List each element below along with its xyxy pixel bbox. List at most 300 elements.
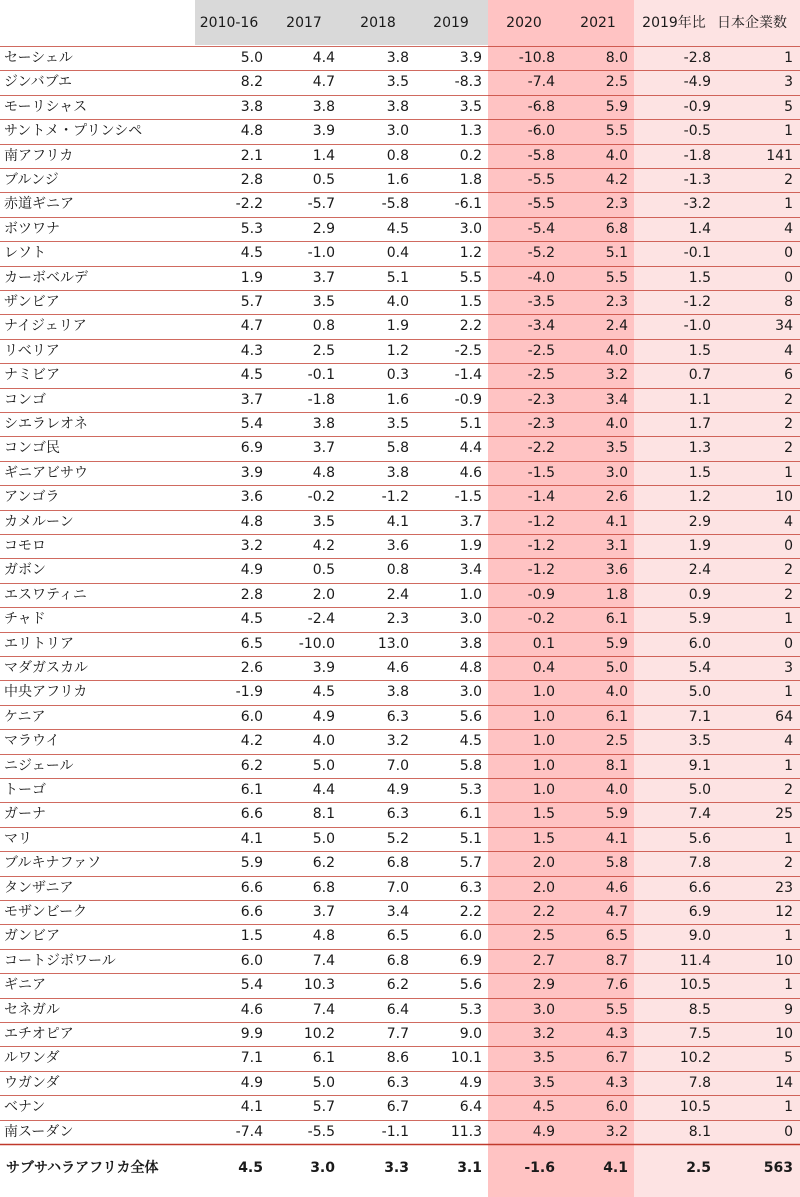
value-cell: 6.1 (312, 1050, 335, 1067)
value-cell: 10 (775, 952, 793, 969)
column-header: 2019 (433, 15, 469, 31)
value-cell: 3.0 (459, 684, 482, 701)
value-cell: 4.4 (312, 782, 335, 798)
value-cell: 3.0 (605, 464, 628, 481)
value-cell: 1.2 (688, 489, 711, 506)
value-cell: 6.3 (386, 1074, 409, 1091)
value-cell: 6.9 (688, 904, 711, 920)
country-name: コンゴ (4, 391, 46, 408)
value-cell: 6.8 (312, 879, 335, 896)
value-cell: 5.1 (459, 830, 482, 847)
value-cell: 4.6 (459, 464, 482, 481)
value-cell: 9.0 (688, 928, 711, 945)
table-row (0, 363, 800, 387)
value-cell: 6.8 (605, 220, 628, 237)
value-cell: 3.6 (386, 538, 409, 554)
country-name: コモロ (4, 538, 46, 554)
value-cell: -1.5 (527, 464, 555, 481)
country-name: モーリシャス (4, 98, 88, 115)
country-name: ベナン (4, 1099, 46, 1116)
value-cell: 10.1 (450, 1050, 482, 1067)
country-name: 赤道ギニア (4, 196, 74, 213)
value-cell: 5.0 (312, 1074, 335, 1091)
value-cell: 5.8 (386, 440, 409, 457)
value-cell: 8.0 (605, 50, 628, 66)
country-name: マラウイ (4, 733, 60, 750)
value-cell: 4.7 (240, 318, 263, 335)
value-cell: 4.5 (240, 611, 263, 628)
value-cell: 6.1 (605, 611, 628, 628)
table-row (0, 461, 800, 485)
value-cell: 2.1 (240, 147, 263, 164)
value-cell: -1.2 (683, 294, 711, 310)
value-cell: 4.9 (240, 562, 263, 579)
value-cell: 3.5 (386, 416, 409, 432)
country-name: ニジェール (4, 757, 74, 774)
country-name: ギニアビサウ (4, 464, 88, 481)
value-cell: 3.7 (459, 513, 482, 530)
value-cell: 3.5 (459, 98, 482, 115)
value-cell: -2.5 (454, 342, 482, 359)
value-cell: 7.0 (386, 879, 409, 896)
value-cell: 4.8 (312, 928, 335, 945)
value-cell: 6.7 (605, 1050, 628, 1067)
value-cell: 4.0 (605, 147, 628, 164)
value-cell: 8.5 (688, 1001, 711, 1018)
value-cell: 3.8 (459, 635, 482, 652)
value-cell: 4.7 (605, 904, 628, 920)
table-row (0, 558, 800, 582)
value-cell: 6.0 (459, 928, 482, 945)
table-row (0, 46, 800, 70)
value-cell: 4.7 (312, 74, 335, 91)
value-cell: 4.5 (459, 733, 482, 750)
value-cell: 6.1 (605, 708, 628, 725)
value-cell: 9 (784, 1001, 793, 1018)
value-cell: 1.0 (532, 708, 555, 725)
value-cell: 2.0 (532, 855, 555, 872)
value-cell: 4.5 (312, 684, 335, 701)
value-cell: 1.0 (532, 684, 555, 701)
country-name: モザンビーク (4, 904, 88, 920)
value-cell: 5.1 (386, 269, 409, 286)
value-cell: 4.8 (240, 513, 263, 530)
value-cell: -2.2 (527, 440, 555, 457)
value-cell: 4.9 (240, 1074, 263, 1091)
value-cell: 3.7 (312, 440, 335, 457)
value-cell: -1.5 (454, 489, 482, 506)
value-cell: 4.8 (240, 123, 263, 140)
value-cell: -1.8 (683, 147, 711, 164)
value-cell: 3.5 (386, 74, 409, 91)
table-row (0, 266, 800, 290)
value-cell: 25 (775, 806, 793, 823)
value-cell: -8.3 (454, 74, 482, 91)
value-cell: -3.2 (683, 196, 711, 213)
value-cell: 2.6 (240, 660, 263, 676)
table-row (0, 998, 800, 1022)
value-cell: -3.5 (527, 294, 555, 310)
value-cell: 6.9 (459, 952, 482, 969)
value-cell: 2.9 (532, 977, 555, 994)
table-row (0, 851, 800, 875)
value-cell: 5.6 (459, 708, 482, 725)
value-cell: -1.2 (527, 538, 555, 554)
value-cell: 0.3 (386, 367, 409, 384)
value-cell: 3 (784, 74, 793, 91)
value-cell: 0.8 (386, 147, 409, 164)
country-name: コートジボワール (4, 952, 116, 969)
country-name: カーボベルデ (4, 269, 88, 286)
value-cell: 5.7 (312, 1099, 335, 1116)
table-row (0, 876, 800, 900)
value-cell: 5.0 (312, 830, 335, 847)
value-cell: 6.0 (240, 952, 263, 969)
value-cell: 2 (784, 586, 793, 603)
value-cell: 1.5 (240, 928, 263, 945)
value-cell: 6.2 (386, 977, 409, 994)
value-cell: 0.5 (312, 172, 335, 188)
value-cell: -2.8 (683, 50, 711, 66)
value-cell: 3 (784, 660, 793, 676)
value-cell: 5 (784, 1050, 793, 1067)
value-cell: 1 (784, 684, 793, 701)
value-cell: 6.0 (240, 708, 263, 725)
value-cell: 5.4 (240, 416, 263, 432)
value-cell: -1.0 (683, 318, 711, 335)
table-row (0, 192, 800, 216)
value-cell: 4.9 (386, 782, 409, 798)
value-cell: 4.8 (459, 660, 482, 676)
value-cell: 1.0 (459, 586, 482, 603)
value-cell: 14 (775, 1074, 793, 1091)
value-cell: 5.0 (240, 50, 263, 66)
value-cell: 2.5 (312, 342, 335, 359)
value-cell: 1.5 (688, 464, 711, 481)
value-cell: 2.2 (459, 318, 482, 335)
value-cell: 3.5 (312, 294, 335, 310)
value-cell: -2.3 (527, 391, 555, 408)
value-cell: 8.1 (605, 757, 628, 774)
country-name: ボツワナ (4, 220, 60, 237)
table-row (0, 144, 800, 168)
value-cell: 5.4 (688, 660, 711, 676)
value-cell: 7.6 (605, 977, 628, 994)
value-cell: 4.2 (605, 172, 628, 188)
value-cell: 5.1 (459, 416, 482, 432)
value-cell: 1.9 (688, 538, 711, 554)
country-name: カメルーン (4, 513, 74, 530)
value-cell: 3.1 (605, 538, 628, 554)
total-value: 4.5 (238, 1160, 263, 1176)
value-cell: -6.0 (527, 123, 555, 140)
table-row (0, 412, 800, 436)
column-header: 2017 (286, 15, 322, 31)
table-row (0, 314, 800, 338)
value-cell: 6.4 (459, 1099, 482, 1116)
value-cell: 0.8 (312, 318, 335, 335)
table-row (0, 729, 800, 753)
value-cell: 4.5 (240, 245, 263, 262)
value-cell: 4 (784, 220, 793, 237)
value-cell: -5.5 (527, 196, 555, 213)
country-name: ジンバブエ (4, 74, 72, 91)
value-cell: 0.8 (386, 562, 409, 579)
value-cell: 5.8 (459, 757, 482, 774)
value-cell: 4.5 (532, 1099, 555, 1116)
country-name: ウガンダ (4, 1074, 60, 1091)
value-cell: 5.3 (459, 1001, 482, 1018)
value-cell: 2.8 (240, 172, 263, 188)
value-cell: -3.4 (527, 318, 555, 335)
value-cell: 6.6 (240, 879, 263, 896)
value-cell: 5.6 (459, 977, 482, 994)
table-row (0, 1071, 800, 1095)
value-cell: 3.8 (386, 684, 409, 701)
country-name: マリ (4, 830, 32, 847)
table-row (0, 1095, 800, 1119)
value-cell: 1.5 (532, 806, 555, 823)
country-name: レソト (4, 245, 46, 262)
country-name: タンザニア (4, 879, 74, 896)
value-cell: 4.6 (386, 660, 409, 676)
value-cell: -0.1 (307, 367, 335, 384)
value-cell: 4 (784, 513, 793, 530)
value-cell: -1.8 (307, 391, 335, 408)
value-cell: 2.3 (605, 294, 628, 310)
value-cell: 1 (784, 123, 793, 140)
value-cell: 3.5 (532, 1050, 555, 1067)
value-cell: 5.3 (240, 220, 263, 237)
value-cell: 3.6 (240, 489, 263, 506)
value-cell: 0.4 (386, 245, 409, 262)
table-row (0, 802, 800, 826)
table-row (0, 680, 800, 704)
table-row (0, 119, 800, 143)
total-value: 3.0 (310, 1160, 335, 1176)
value-cell: -5.8 (381, 196, 409, 213)
value-cell: 13.0 (377, 635, 409, 652)
value-cell: 2 (784, 855, 793, 872)
country-name: エリトリア (4, 635, 74, 652)
country-name: ブルンジ (4, 172, 59, 188)
value-cell: 1.9 (240, 269, 263, 286)
value-cell: 5.0 (688, 782, 711, 798)
value-cell: 1.9 (459, 538, 482, 554)
value-cell: -2.3 (527, 416, 555, 432)
value-cell: 3.5 (605, 440, 628, 457)
country-name: シエラレオネ (4, 416, 88, 432)
value-cell: -0.9 (683, 98, 711, 115)
value-cell: 8.6 (386, 1050, 409, 1067)
value-cell: -5.5 (307, 1123, 335, 1140)
table-row (0, 290, 800, 314)
value-cell: 3.2 (605, 367, 628, 384)
value-cell: 1.6 (386, 172, 409, 188)
value-cell: -1.9 (235, 684, 263, 701)
value-cell: 5.5 (605, 123, 628, 140)
table-row (0, 583, 800, 607)
value-cell: 1 (784, 50, 793, 66)
country-name: セーシェル (4, 50, 73, 66)
value-cell: 6.5 (240, 635, 263, 652)
value-cell: 1.2 (459, 245, 482, 262)
table-row (0, 656, 800, 680)
value-cell: 1 (784, 196, 793, 213)
value-cell: 3.7 (240, 391, 263, 408)
value-cell: 12 (775, 904, 793, 920)
total-label: サブサハラアフリカ全体 (6, 1160, 159, 1176)
value-cell: 8.2 (240, 74, 263, 91)
value-cell: 1.3 (688, 440, 711, 457)
value-cell: 5 (784, 98, 793, 115)
table-row (0, 1120, 800, 1144)
value-cell: 141 (766, 147, 793, 164)
value-cell: 8 (784, 294, 793, 310)
value-cell: 6.6 (240, 806, 263, 823)
table-row (0, 70, 800, 94)
country-name: ナイジェリア (4, 318, 87, 335)
table-row (0, 705, 800, 729)
value-cell: 4.3 (605, 1074, 628, 1091)
country-name: チャド (4, 611, 46, 628)
value-cell: 2.4 (688, 562, 711, 579)
value-cell: -0.1 (683, 245, 711, 262)
value-cell: 1 (784, 464, 793, 481)
value-cell: 5.2 (386, 830, 409, 847)
value-cell: 0.9 (688, 586, 711, 603)
value-cell: -2.4 (307, 611, 335, 628)
value-cell: 1.9 (386, 318, 409, 335)
table-row (0, 510, 800, 534)
column-header: 2018 (360, 15, 396, 31)
value-cell: 4.0 (605, 342, 628, 359)
country-name: ガンビア (4, 928, 60, 945)
value-cell: -6.8 (527, 98, 555, 115)
value-cell: 2 (784, 440, 793, 457)
column-header: 日本企業数 (717, 15, 787, 31)
value-cell: 5.0 (312, 757, 335, 774)
value-cell: -5.4 (527, 220, 555, 237)
value-cell: 1 (784, 928, 793, 945)
value-cell: 3.0 (459, 611, 482, 628)
value-cell: 3.8 (240, 98, 263, 115)
value-cell: 7.1 (688, 708, 711, 725)
value-cell: 6.8 (386, 855, 409, 872)
value-cell: 3.2 (605, 1123, 628, 1140)
value-cell: 7.4 (688, 806, 711, 823)
country-name: ザンビア (4, 294, 60, 310)
value-cell: 0 (784, 269, 793, 286)
value-cell: 2.5 (605, 733, 628, 750)
value-cell: 1.0 (532, 782, 555, 798)
value-cell: 6.3 (459, 879, 482, 896)
value-cell: 2 (784, 562, 793, 579)
value-cell: 11.3 (450, 1123, 482, 1140)
value-cell: -0.2 (527, 611, 555, 628)
value-cell: 2.2 (532, 904, 555, 920)
country-name: ガボン (4, 562, 46, 579)
value-cell: 8.1 (312, 806, 335, 823)
value-cell: 3.7 (312, 269, 335, 286)
value-cell: 5.5 (605, 1001, 628, 1018)
value-cell: 1.4 (688, 220, 711, 237)
value-cell: 4.9 (459, 1074, 482, 1091)
value-cell: 1.5 (688, 342, 711, 359)
value-cell: 7.7 (386, 1026, 409, 1042)
value-cell: 6 (784, 367, 793, 384)
country-name: ガーナ (4, 806, 46, 823)
value-cell: 2 (784, 391, 793, 408)
value-cell: 10.5 (679, 977, 711, 994)
table-row (0, 1046, 800, 1070)
value-cell: 3.2 (532, 1026, 555, 1042)
value-cell: 1 (784, 977, 793, 994)
total-value: 2.5 (686, 1160, 711, 1176)
value-cell: 5.0 (688, 684, 711, 701)
value-cell: 4.1 (240, 830, 263, 847)
value-cell: 6.9 (240, 440, 263, 457)
column-header: 2010-16 (199, 15, 259, 31)
table-row (0, 339, 800, 363)
value-cell: 1.8 (605, 586, 628, 603)
value-cell: 5.9 (240, 855, 263, 872)
table-row (0, 973, 800, 997)
country-name: エスワティニ (4, 586, 87, 603)
total-value: -1.6 (524, 1160, 555, 1176)
value-cell: 5.6 (688, 830, 711, 847)
value-cell: 4.5 (240, 367, 263, 384)
value-cell: -0.9 (454, 391, 482, 408)
table-row (0, 241, 800, 265)
value-cell: 6.1 (459, 806, 482, 823)
value-cell: 3.9 (312, 123, 335, 140)
value-cell: 4.6 (240, 1001, 263, 1018)
country-name: コンゴ民 (4, 440, 60, 457)
value-cell: 4.2 (240, 733, 263, 750)
value-cell: 5.5 (605, 269, 628, 286)
value-cell: 9.0 (459, 1026, 482, 1042)
value-cell: 6.8 (386, 952, 409, 969)
value-cell: 1 (784, 1099, 793, 1116)
value-cell: 4.0 (605, 416, 628, 432)
value-cell: 1.0 (532, 757, 555, 774)
value-cell: 2 (784, 782, 793, 798)
value-cell: 6.2 (312, 855, 335, 872)
value-cell: 64 (775, 708, 793, 725)
value-cell: 7.0 (386, 757, 409, 774)
table-row (0, 900, 800, 924)
country-name: マダガスカル (4, 660, 88, 676)
value-cell: 0 (784, 538, 793, 554)
value-cell: 1.6 (386, 391, 409, 408)
value-cell: 2 (784, 172, 793, 188)
table-row (0, 436, 800, 460)
value-cell: -5.7 (307, 196, 335, 213)
value-cell: 8.7 (605, 952, 628, 969)
value-cell: 6.4 (386, 1001, 409, 1018)
country-name: セネガル (4, 1001, 60, 1018)
value-cell: 1.4 (312, 147, 335, 164)
value-cell: 6.0 (688, 635, 711, 652)
value-cell: -10.0 (298, 635, 335, 652)
value-cell: 10.3 (303, 977, 335, 994)
value-cell: 1.0 (532, 733, 555, 750)
value-cell: 5.4 (240, 977, 263, 994)
country-name: 中央アフリカ (4, 684, 88, 701)
value-cell: 0.5 (312, 562, 335, 579)
value-cell: -0.9 (527, 586, 555, 603)
